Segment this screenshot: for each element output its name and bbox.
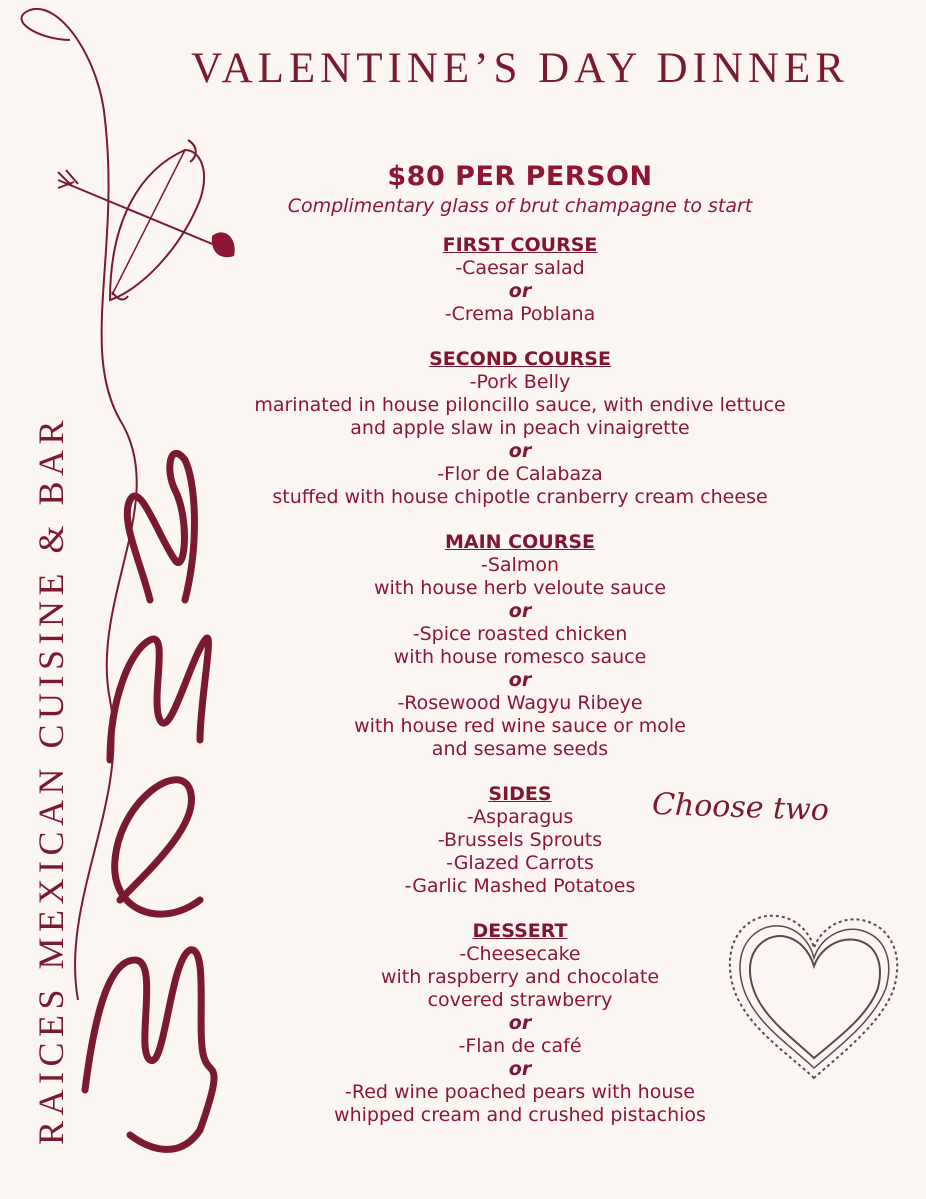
menu-item-description: covered strawberry (427, 989, 613, 1011)
page-title: VALENTINE’S DAY DINNER (191, 45, 849, 92)
menu-item-description: and apple slaw in peach vinaigrette (350, 417, 690, 439)
menu-item-description: marinated in house piloncillo sauce, with endive lettuce (254, 394, 786, 416)
section-heading: FIRST COURSE (442, 234, 598, 256)
menu-item: -Brussels Sprouts (437, 829, 603, 851)
section-heading: SECOND COURSE (429, 348, 611, 370)
price: $80 PER PERSON (387, 161, 653, 192)
menu-item: -Cheesecake (459, 943, 581, 965)
menu-item-description: with raspberry and chocolate (380, 966, 660, 988)
heart-doily-icon (722, 908, 907, 1088)
menu-item: -Caesar salad (455, 257, 585, 279)
menu-item: -Spice roasted chicken (412, 623, 628, 645)
menu-item-description: whipped cream and crushed pistachios (334, 1104, 706, 1126)
menu-item-description: stuffed with house chipotle cranberry cream cheese (272, 486, 768, 508)
menu-item: -Asparagus (466, 806, 574, 828)
choose-two-note: Choose two (651, 786, 830, 829)
section-heading: DESSERT (472, 920, 568, 942)
menu-item: -Flor de Calabaza (437, 463, 603, 485)
menu-item-description: and sesame seeds (431, 738, 609, 760)
or-divider: or (508, 600, 532, 622)
or-divider: or (508, 440, 532, 462)
second-course-section (170, 348, 870, 509)
or-divider: or (508, 1012, 532, 1034)
menu-item: -Salmon (480, 554, 559, 576)
menu-item: -Glazed Carrots (446, 852, 594, 874)
menu-item: -Red wine poached pears with house (345, 1081, 695, 1103)
menu-item-description: with house red wine sauce or mole (354, 715, 686, 737)
menu-item: -Crema Poblana (444, 303, 596, 325)
menu-item: -Garlic Mashed Potatoes (404, 875, 636, 897)
tagline: Complimentary glass of brut champagne to start (287, 195, 753, 217)
menu-item: -Flan de café (458, 1035, 582, 1057)
section-heading: SIDES (488, 783, 552, 805)
menu-item: -Pork Belly (469, 371, 571, 393)
first-course-section (170, 234, 870, 326)
main-course-section (170, 531, 870, 761)
or-divider: or (508, 669, 532, 691)
section-heading: MAIN COURSE (444, 531, 595, 553)
menu-item-description: with house herb veloute sauce (373, 577, 667, 599)
menu-item-description: with house romesco sauce (393, 646, 647, 668)
or-divider: or (508, 1058, 532, 1080)
restaurant-name: RAICES MEXICAN CUISINE & BAR (31, 414, 71, 1145)
or-divider: or (508, 280, 532, 302)
menu-item: -Rosewood Wagyu Ribeye (397, 692, 643, 714)
